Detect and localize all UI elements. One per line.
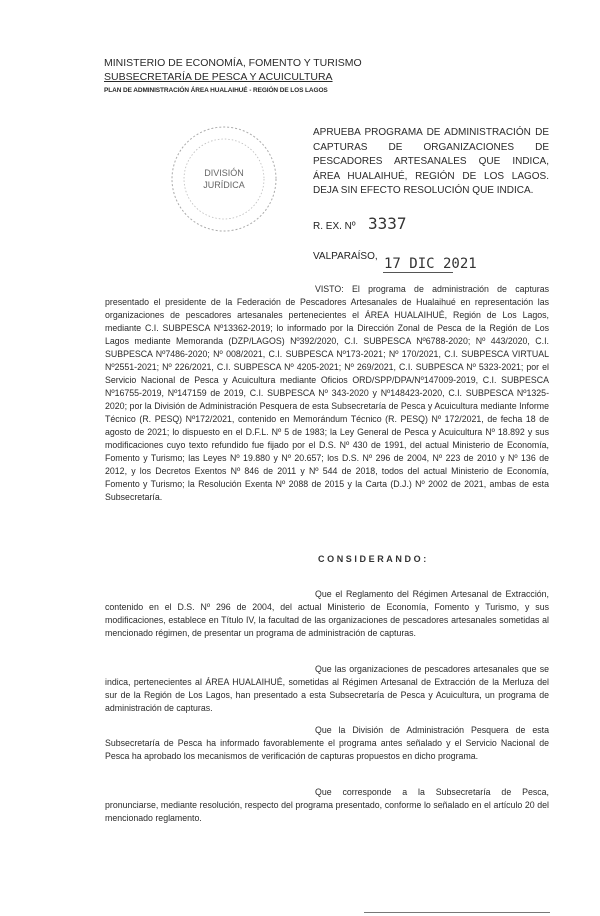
division-juridica-seal [168, 123, 280, 235]
seal-line2: JURÍDICA [203, 180, 245, 190]
date-underline [383, 272, 453, 273]
resolution-title: APRUEBA PROGRAMA DE ADMINISTRACIÓN DE CAPTURAS DE ORGANIZACIONES DE PESCADORES ARTESANALES QUE INDICA, ÁREA HUALAIHUÉ, REGIÓN DE LOS LAGOS. DEJA SIN EFECTO RESOLUCIÓN QUE INDICA. [313, 127, 549, 196]
visto-paragraph: VISTO: El programa de administración de capturas presentado el presidente de la Federación de Pescadores Artesanales de Hualaihué en representación las organizaciones de pescadores artesanales pertenecientes el ÁREA HUALAIHUÉ, Región de Los Lagos, mediante C.I. SUBPESCA Nº13362-2019; lo informado por la Dirección Zonal de Pesca de la Región de Los Lagos mediante Memoranda (DZP/LAGOS) Nº392/2020, C.I. SUBPESCA Nº6788-2020; Nº 443/2020, C.I. SUBPESCA Nº7486-2020; Nº 008/2021, C.I. SUBPESCA Nº173-2021; Nº 170/2021, C.I. SUBPESCA VIRTUAL Nº2551-2021; Nº 226/2021, C.I. SUBPESCA Nº 4205-2021; Nº 269/2021, C.I. SUBPESCA Nº 5323-2021; por el Servicio Nacional de Pesca y Acuicultura mediante Oficios ORD/SPP/DPA/Nº147009-2019, C.I. SUBPESCA Nº16755-2019, Nº147159 de 2019, C.I. SUBPESCA Nº 343-2020 y Nº148423-2020, C.I. SUBPESCA Nº1325-2020; por la División de Administración Pesquera de esta Subsecretaría de Pesca y Acuicultura mediante Informe Técnico (R. PESQ) Nº172/2021, contenido en Memorándum Técnico (R. PESQ) Nº 172/2021, de fecha 18 de agosto de 2021; lo dispuesto en el D.F.L. Nº 5 de 1983; la Ley General de Pesca y Acuicultura Nº 18.892 y sus modificaciones cuyo texto refundido fue fijado por el D.S. Nº 430 de 1991, del actual Ministerio de Economía, Fomento y Turismo; las Leyes Nº 19.880 y Nº 20.657; los D.S. Nº 296 de 2004, Nº 223 de 2010 y Nº 136 de 2012, y los Decretos Exentos Nº 846 de 2011 y Nº 544 de 2018, todos del actual Ministerio de Economía, Fomento y Turismo; la Resolución Exenta Nº 2088 de 2015 y la Carta (D.J.) Nº 2002 de 2021, ambas de esta Subsecretaría. [105, 284, 549, 502]
considerando-item-2: Que las organizaciones de pescadores artesanales que se indica, pertenecientes al ÁREA HUALAIHUÉ, sometidas al Régimen Artesanal de Extracción de la Merluza del sur de la Región de Los Lagos, han presentado a esta Subsecretaría de Pesca y Acuicultura, un programa de administración de capturas. [105, 664, 549, 713]
seal-line1: DIVISIÓN [204, 168, 244, 178]
considerando-item-1: Que el Reglamento del Régimen Artesanal de Extracción, contenido en el D.S. Nº 296 de 2004, del actual Ministerio de Economía, Fomento y Turismo, y sus modificaciones, establece en Título IV, la facultad de las organizaciones de pescadores artesanales sometidas al mencionado régimen, de presentar un programa de administración de capturas. [105, 589, 549, 638]
city: VALPARAÍSO, [313, 251, 378, 262]
resolution-date: 17 DIC 2021 [384, 256, 477, 272]
bottom-rule [364, 912, 550, 913]
considerando-item-3: Que la División de Administración Pesquera de esta Subsecretaría de Pesca ha informado favorablemente el programa antes señalado y el Servicio Nacional de Pesca ha aprobado los mecanismos de verificación de capturas propuestos en dicho programa. [105, 725, 549, 761]
considerando-item-4: Que corresponde a la Subsecretaría de Pesca, pronunciarse, mediante resolución, respecto del programa presentado, conforme lo señalado en el artículo 20 del mencionado reglamento. [105, 787, 549, 823]
subsecretaria-name: SUBSECRETARÍA DE PESCA Y ACUICULTURA [104, 71, 333, 83]
ministry-name: MINISTERIO DE ECONOMÍA, FOMENTO Y TURISMO [104, 57, 362, 69]
rex-number: 3337 [368, 214, 407, 233]
plan-name: PLAN DE ADMINISTRACIÓN ÁREA HUALAIHUÉ - REGIÓN DE LOS LAGOS [104, 87, 328, 94]
rex-label: R. EX. Nº [313, 221, 356, 232]
considerando-heading: CONSIDERANDO: [318, 554, 429, 564]
